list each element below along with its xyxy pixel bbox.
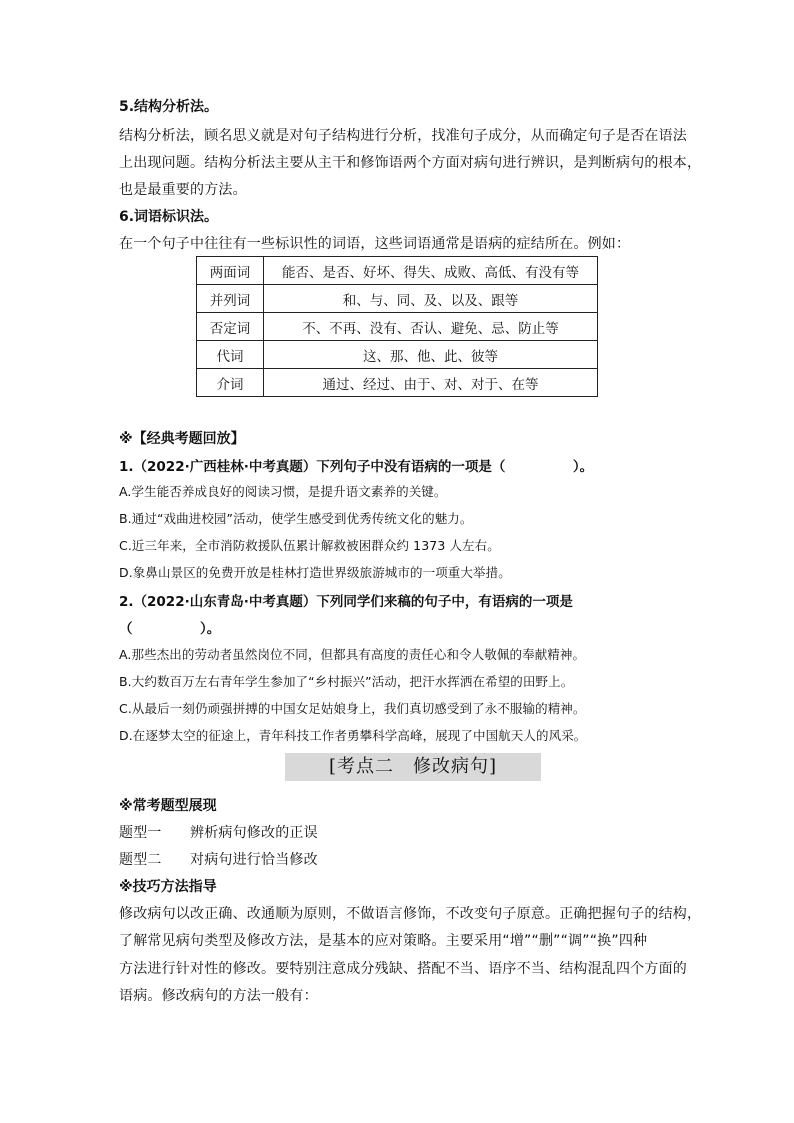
section5-para-line: 也是最重要的方法。 <box>119 182 247 198</box>
type-item: 题型二 对病句进行恰当修改 <box>119 852 318 868</box>
tips-para-line: 了解常见病句类型及修改方法，是基本的应对策略。主要采用“增”“删”“调”“换”四种 <box>119 933 648 949</box>
type-item: 题型一 辨析病句修改的正误 <box>119 825 318 841</box>
common-types-heading: ※常考题型展现 <box>119 798 217 814</box>
question-1-option-d: D.象鼻山景区的免费开放是桂林打造世界级旅游城市的一项重大举措。 <box>119 565 511 580</box>
section6-heading: 6.词语标识法。 <box>119 209 219 225</box>
question-2-option-b: B.大约数百万左右青年学生参加了“乡村振兴”活动，把汗水挥洒在希望的田野上。 <box>119 674 574 689</box>
tips-para-line: 语病。修改病句的方法一般有： <box>119 988 318 1004</box>
section5-heading: 5.结构分析法。 <box>119 99 219 115</box>
section5-para-line: 上出现问题。结构分析法主要从主干和修饰语两个方面对病句进行辨识，是判断病句的根本， <box>119 155 702 171</box>
word-type-cell: 代词 <box>197 341 264 369</box>
word-list-cell: 通过、经过、由于、对、对于、在等 <box>264 369 598 397</box>
question-2-stem-blank: （ ）。 <box>119 621 221 637</box>
question-2-option-c: C.从最后一刻仍顽强拼搏的中国女足姑娘身上，我们真切感受到了永不服输的精神。 <box>119 701 586 716</box>
table-row <box>197 341 598 369</box>
word-type-cell: 并列词 <box>197 285 264 313</box>
tips-para-line: 修改病句以改正确、改通顺为原则，不做语言修饰，不改变句子原意。正确把握句子的结构， <box>119 906 702 922</box>
word-list-cell: 不、不再、没有、否认、避免、忌、防止等 <box>264 313 598 341</box>
question-1-option-c: C.近三年来，全市消防救援队伍累计解救被困群众约 1373 人左右。 <box>119 538 500 553</box>
word-list-cell: 这、那、他、此、彼等 <box>264 341 598 369</box>
table-row <box>197 369 598 397</box>
question-2-stem: 2.（2022·山东青岛·中考真题）下列同学们来稿的句子中，有语病的一项是 <box>119 594 573 610</box>
tips-heading: ※技巧方法指导 <box>119 879 217 895</box>
word-list-cell: 和、与、同、及、以及、跟等 <box>264 285 598 313</box>
marker-words-table <box>196 256 598 397</box>
word-type-cell: 否定词 <box>197 313 264 341</box>
question-2-option-d: D.在逐梦太空的征途上，青年科技工作者勇攀科学高峰，展现了中国航天人的风采。 <box>119 728 587 743</box>
classic-questions-heading: ※【经典考题回放】 <box>119 431 245 447</box>
table-row <box>197 257 598 285</box>
question-2-option-a: A.那些杰出的劳动者虽然岗位不同，但都具有高度的责任心和令人敬佩的奉献精神。 <box>119 647 586 662</box>
question-1-stem: 1.（2022·广西桂林·中考真题）下列句子中没有语病的一项是（ ）。 <box>119 459 594 475</box>
word-type-cell: 介词 <box>197 369 264 397</box>
section5-para-line: 结构分析法，顾名思义就是对句子结构进行分析，找准句子成分，从而确定句子是否在语法 <box>119 128 687 144</box>
question-1-option-a: A.学生能否养成良好的阅读习惯，是提升语文素养的关键。 <box>119 484 447 499</box>
word-list-cell: 能否、是否、好坏、得失、成败、高低、有没有等 <box>264 257 598 285</box>
tips-para-line: 方法进行针对性的修改。要特别注意成分残缺、搭配不当、语序不当、结构混乱四个方面的 <box>119 961 687 977</box>
section-banner: [考点二 修改病句] <box>285 753 541 781</box>
section6-intro: 在一个句子中往往有一些标识性的词语，这些词语通常是语病的症结所在。例如： <box>119 236 631 252</box>
question-1-option-b: B.通过“戏曲进校园”活动，使学生感受到优秀传统文化的魅力。 <box>119 511 473 526</box>
table-row <box>197 285 598 313</box>
table-row <box>197 313 598 341</box>
word-type-cell: 两面词 <box>197 257 264 285</box>
